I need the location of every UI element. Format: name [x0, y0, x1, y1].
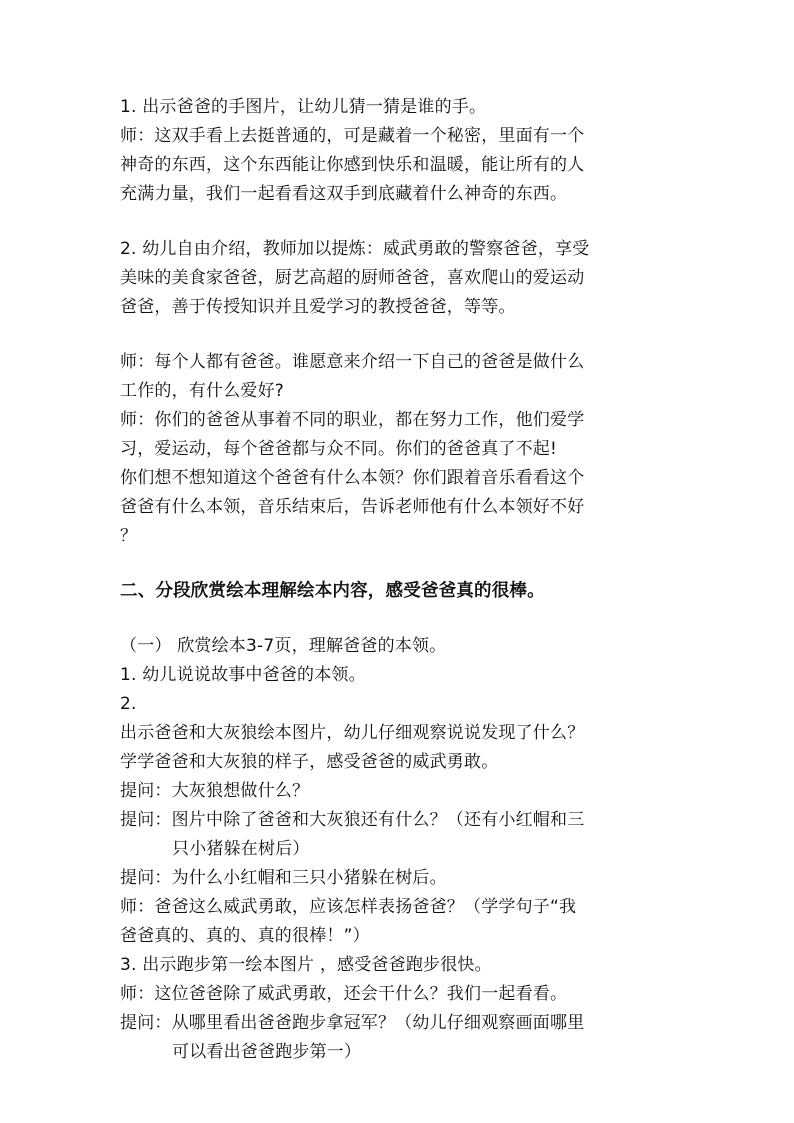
- paragraph-gap: [120, 606, 680, 632]
- text-line: 工作的，有什么爱好?: [120, 381, 285, 401]
- text-line: 提问：图片中除了爸爸和大灰狼还有什么？（还有小红帽和三: [120, 810, 585, 830]
- text-line: 师：这双手看上去挺普通的，可是藏着一个秘密，里面有一个: [120, 126, 585, 146]
- text-line: 2. 幼儿自由介绍，教师加以提炼：威武勇敢的警察爸爸，享受: [120, 239, 590, 259]
- text-line: ？: [120, 526, 138, 546]
- text-line: 3. 出示跑步第一绘本图片 ，感受爸爸跑步很快。: [120, 955, 492, 975]
- text-line: 提问：大灰狼想做什么？: [120, 781, 310, 801]
- section-heading: 二、分段欣赏绘本理解绘本内容，感受爸爸真的很棒。: [120, 581, 545, 601]
- paragraph-gap: [120, 551, 680, 577]
- text-line: 充满力量，我们一起看看这双手到底藏着什么神奇的东西。: [120, 184, 568, 204]
- text-line: （一） 欣赏绘本3-7页，理解爸爸的本领。: [120, 636, 447, 656]
- text-line: 只小猪躲在树后）: [172, 839, 310, 859]
- text-line: 爸爸真的、真的、真的很棒！”）: [120, 926, 370, 946]
- text-line: 师：每个人都有爸爸。谁愿意来介绍一下自己的爸爸是做什么: [120, 352, 585, 372]
- text-line: 爸爸，善于传授知识并且爱学习的教授爸爸，等等。: [120, 297, 516, 317]
- document-page: [120, 93, 680, 1067]
- text-line: 提问：为什么小红帽和三只小猪躲在树后。: [120, 868, 447, 888]
- text-line: 可以看出爸爸跑步第一）: [172, 1042, 362, 1062]
- text-line: 师：这位爸爸除了威武勇敢，还会干什么？我们一起看看。: [120, 984, 568, 1004]
- text-line: 爸爸有什么本领，音乐结束后，告诉老师他有什么本领好不好: [120, 497, 585, 517]
- text-line: 师：爸爸这么威武勇敢，应该怎样表扬爸爸？（学学句子“我: [120, 897, 577, 917]
- paragraph-gap: [120, 209, 680, 235]
- text-line: 学学爸爸和大灰狼的样子，感受爸爸的威武勇敢。: [120, 752, 499, 772]
- text-line: 1. 出示爸爸的手图片，让幼儿猜一猜是谁的手。: [120, 97, 487, 117]
- text-line: 美味的美食家爸爸，厨艺高超的厨师爸爸，喜欢爬山的爱运动: [120, 268, 585, 288]
- text-line: 1. 幼儿说说故事中爸爸的本领。: [120, 665, 366, 685]
- text-line: 习，爱运动，每个爸爸都与众不同。你们的爸爸真了不起!: [120, 439, 558, 459]
- text-line: 神奇的东西，这个东西能让你感到快乐和温暖，能让所有的人: [120, 155, 585, 175]
- text-line: 提问：从哪里看出爸爸跑步拿冠军？（幼儿仔细观察画面哪里: [120, 1013, 585, 1033]
- text-line: 2.: [120, 694, 137, 714]
- paragraph-gap: [120, 322, 680, 348]
- text-line: 师：你们的爸爸从事着不同的职业，都在努力工作，他们爱学: [120, 410, 585, 430]
- text-line: 你们想不想知道这个爸爸有什么本领？你们跟着音乐看看这个: [120, 468, 585, 488]
- text-line: 出示爸爸和大灰狼绘本图片，幼儿仔细观察说说发现了什么？: [120, 723, 585, 743]
